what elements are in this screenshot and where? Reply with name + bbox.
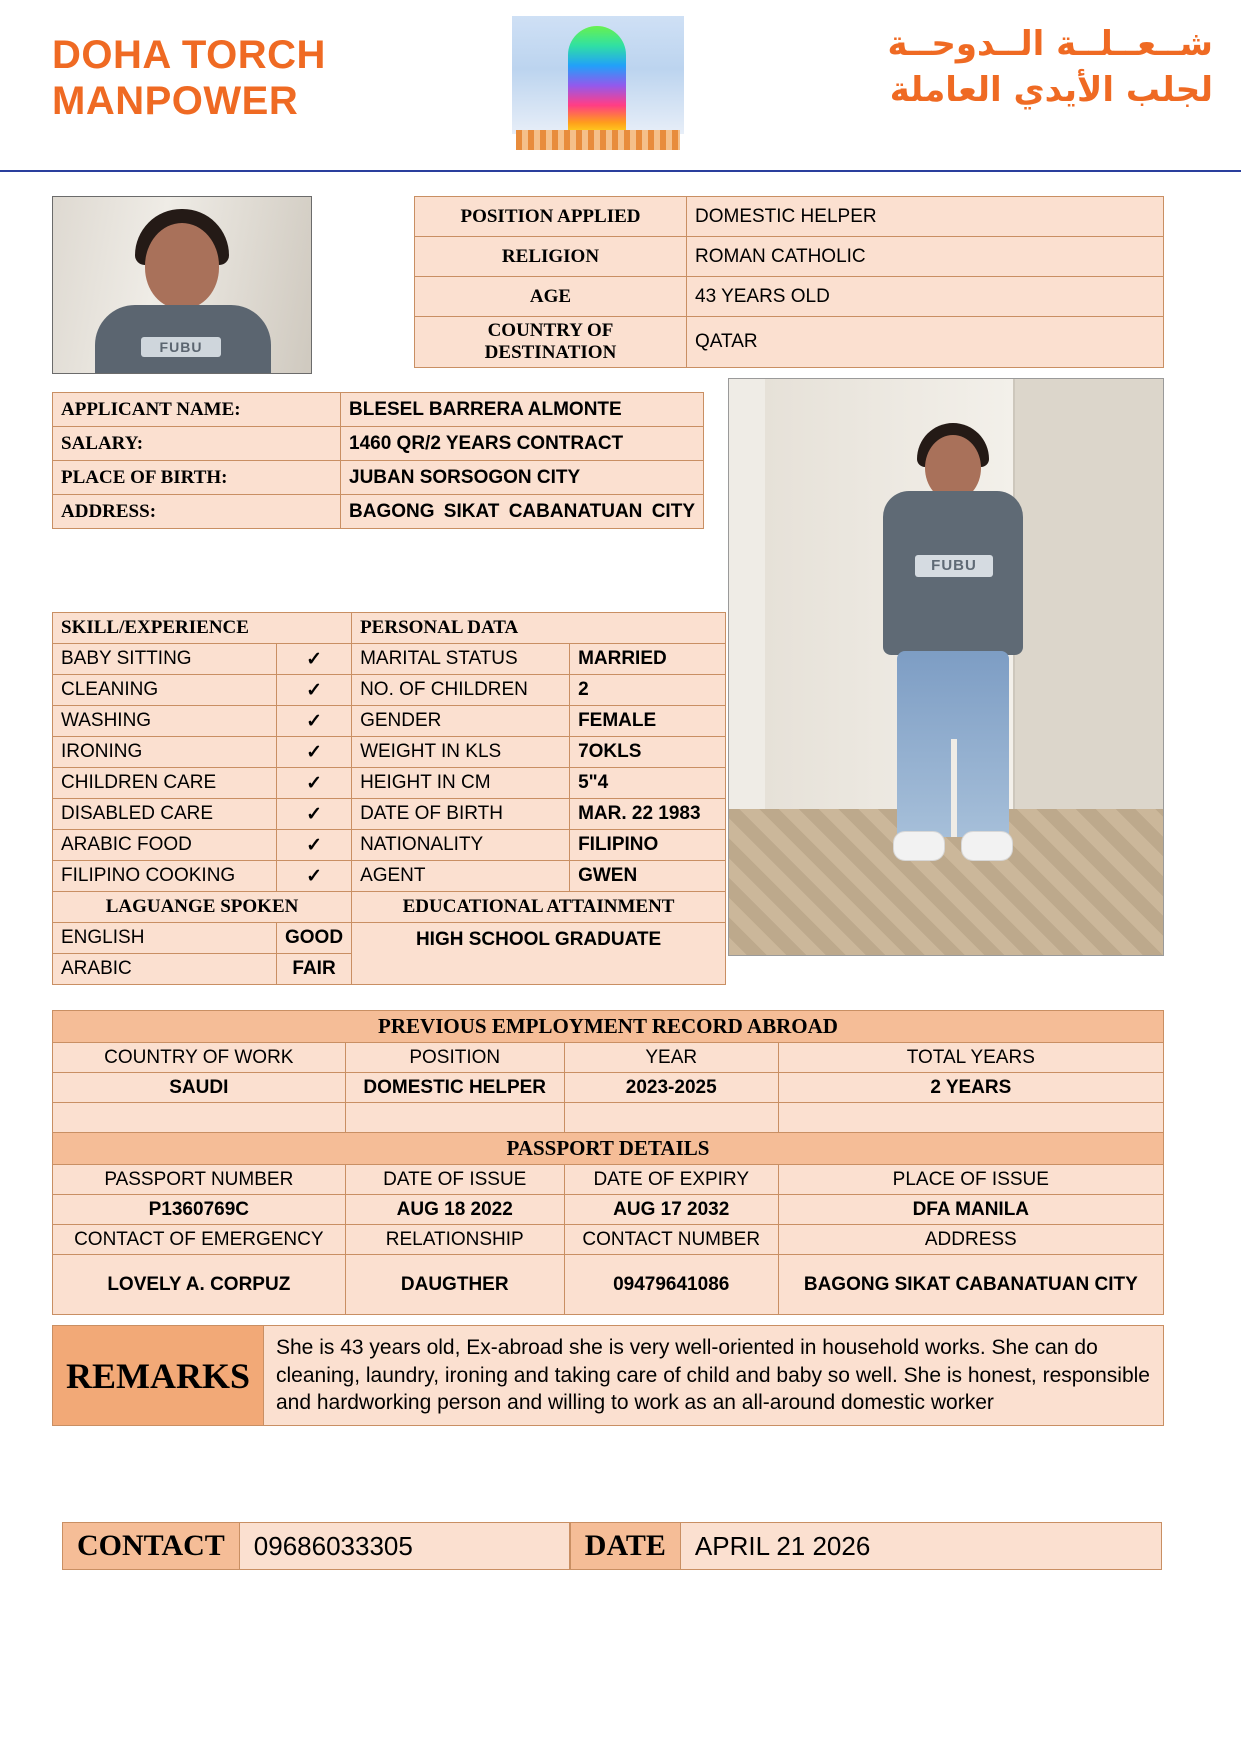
remarks-section xyxy=(52,1325,1164,1426)
table-row xyxy=(53,644,726,675)
skills-personal-section xyxy=(52,612,726,985)
religion-value: ROMAN CATHOLIC xyxy=(687,237,1164,277)
fullbody-left-shoe xyxy=(893,831,945,861)
educational-attainment-header: EDUCATIONAL ATTAINMENT xyxy=(352,892,726,923)
personal-label: MARITAL STATUS xyxy=(352,644,570,675)
footer-section xyxy=(62,1522,1162,1570)
fullbody-leg-gap xyxy=(951,739,957,837)
personal-label: GENDER xyxy=(352,706,570,737)
headshot-shirt-logo: FUBU xyxy=(141,337,221,357)
table-row xyxy=(53,799,726,830)
check-icon: ✓ xyxy=(277,675,352,706)
age-value: 43 YEARS OLD xyxy=(687,277,1164,317)
language-label: ARABIC xyxy=(53,954,277,985)
table-row xyxy=(53,830,726,861)
table-row xyxy=(53,1073,1164,1103)
personal-value: 7OKLS xyxy=(570,737,726,768)
table-row xyxy=(53,737,726,768)
skill-label: CLEANING xyxy=(53,675,277,706)
check-icon: ✓ xyxy=(277,799,352,830)
skill-label: WASHING xyxy=(53,706,277,737)
table-row xyxy=(53,861,726,892)
contact-value: 09686033305 xyxy=(240,1522,570,1570)
applicant-full-body-photo xyxy=(728,378,1164,956)
passport-column-header: DATE OF EXPIRY xyxy=(564,1165,778,1195)
passport-details-title: PASSPORT DETAILS xyxy=(53,1133,1164,1165)
personal-label: AGENT xyxy=(352,861,570,892)
company-name-arabic-line1: شــعــلــة الــدوحــة xyxy=(887,24,1213,64)
photo-wall-background xyxy=(1015,379,1164,809)
country-of-destination-value: QATAR xyxy=(687,317,1164,368)
remarks-text: She is 43 years old, Ex-abroad she is very well-oriented in household works. She can do cleaning, laundry, ironing and taking care of child and baby so well. She is honest, responsible and hardworking person and willing to work as an all-around domestic worker xyxy=(264,1325,1164,1426)
address-value: BAGONG SIKAT CABANATUAN CITY xyxy=(341,495,704,529)
table-row xyxy=(53,1225,1164,1255)
table-row xyxy=(53,675,726,706)
employment-year-empty xyxy=(564,1103,778,1133)
skill-label: BABY SITTING xyxy=(53,644,277,675)
personal-label: NATIONALITY xyxy=(352,830,570,861)
table-row xyxy=(53,768,726,799)
position-applied-value: DOMESTIC HELPER xyxy=(687,197,1164,237)
employment-column-header: TOTAL YEARS xyxy=(778,1043,1163,1073)
employment-position: DOMESTIC HELPER xyxy=(345,1073,564,1103)
passport-place-of-issue-value: DFA MANILA xyxy=(778,1195,1163,1225)
skills-personal-table xyxy=(52,612,726,985)
applicant-name-label: APPLICANT NAME: xyxy=(53,393,341,427)
language-level: GOOD xyxy=(277,923,352,954)
logo-skyline xyxy=(516,130,680,150)
personal-value: GWEN xyxy=(570,861,726,892)
company-name-line2: MANPOWER xyxy=(52,79,299,123)
document-header xyxy=(0,0,1241,172)
employment-country-empty xyxy=(53,1103,346,1133)
place-of-birth-value: JUBAN SORSOGON CITY xyxy=(341,461,704,495)
personal-label: HEIGHT IN CM xyxy=(352,768,570,799)
personal-data-header: PERSONAL DATA xyxy=(352,613,726,644)
skill-label: FILIPINO COOKING xyxy=(53,861,277,892)
salary-value: 1460 QR/2 YEARS CONTRACT xyxy=(341,427,704,461)
personal-value: MARRIED xyxy=(570,644,726,675)
table-row xyxy=(53,461,704,495)
emergency-column-header: CONTACT OF EMERGENCY xyxy=(53,1225,346,1255)
check-icon: ✓ xyxy=(277,737,352,768)
personal-label: NO. OF CHILDREN xyxy=(352,675,570,706)
table-row xyxy=(53,393,704,427)
employment-country: SAUDI xyxy=(53,1073,346,1103)
torch-tower-icon xyxy=(568,26,626,136)
date-label: DATE xyxy=(570,1522,681,1570)
table-row xyxy=(53,923,726,954)
table-row xyxy=(53,1195,1164,1225)
employment-total-years-empty xyxy=(778,1103,1163,1133)
emergency-address: BAGONG SIKAT CABANATUAN CITY xyxy=(778,1255,1163,1315)
table-row xyxy=(53,1255,1164,1315)
personal-value: 5"4 xyxy=(570,768,726,799)
table-row xyxy=(53,706,726,737)
company-name-arabic xyxy=(743,22,1213,114)
table-row xyxy=(415,317,1164,368)
religion-label: RELIGION xyxy=(415,237,687,277)
address-label: ADDRESS: xyxy=(53,495,341,529)
skill-label: DISABLED CARE xyxy=(53,799,277,830)
company-name-line1: DOHA TORCH xyxy=(52,33,326,77)
personal-label: WEIGHT IN KLS xyxy=(352,737,570,768)
date-value: APRIL 21 2026 xyxy=(681,1522,1162,1570)
passport-column-header: PLACE OF ISSUE xyxy=(778,1165,1163,1195)
table-row xyxy=(53,1165,1164,1195)
age-label: AGE xyxy=(415,277,687,317)
check-icon: ✓ xyxy=(277,706,352,737)
place-of-birth-label: PLACE OF BIRTH: xyxy=(53,461,341,495)
educational-attainment-value: HIGH SCHOOL GRADUATE xyxy=(352,923,726,985)
table-row xyxy=(53,1103,1164,1133)
position-applied-label: POSITION APPLIED xyxy=(415,197,687,237)
employment-passport-table xyxy=(52,1010,1164,1315)
employment-column-header: COUNTRY OF WORK xyxy=(53,1043,346,1073)
passport-date-of-expiry-value: AUG 17 2032 xyxy=(564,1195,778,1225)
table-row xyxy=(53,892,726,923)
table-row xyxy=(53,495,704,529)
company-name xyxy=(52,32,452,124)
applicant-headshot xyxy=(52,196,312,374)
employment-record-title: PREVIOUS EMPLOYMENT RECORD ABROAD xyxy=(53,1011,1164,1043)
check-icon: ✓ xyxy=(277,830,352,861)
personal-value: FEMALE xyxy=(570,706,726,737)
passport-date-of-issue-value: AUG 18 2022 xyxy=(345,1195,564,1225)
country-of-destination-label: COUNTRY OF DESTINATION xyxy=(415,317,687,368)
table-row xyxy=(415,197,1164,237)
remarks-label: REMARKS xyxy=(52,1325,264,1426)
applicant-details-table xyxy=(52,392,704,529)
check-icon: ✓ xyxy=(277,644,352,675)
passport-column-header: DATE OF ISSUE xyxy=(345,1165,564,1195)
personal-label: DATE OF BIRTH xyxy=(352,799,570,830)
table-row xyxy=(415,277,1164,317)
emergency-relationship: DAUGTHER xyxy=(345,1255,564,1315)
skill-label: IRONING xyxy=(53,737,277,768)
emergency-column-header: RELATIONSHIP xyxy=(345,1225,564,1255)
headshot-face xyxy=(145,223,219,309)
language-label: ENGLISH xyxy=(53,923,277,954)
fullbody-right-shoe xyxy=(961,831,1013,861)
check-icon: ✓ xyxy=(277,861,352,892)
fullbody-shirt-logo: FUBU xyxy=(915,555,993,577)
passport-number-value: P1360769C xyxy=(53,1195,346,1225)
employment-total-years: 2 YEARS xyxy=(778,1073,1163,1103)
salary-label: SALARY: xyxy=(53,427,341,461)
emergency-column-header: CONTACT NUMBER xyxy=(564,1225,778,1255)
table-row xyxy=(53,1011,1164,1043)
table-row xyxy=(53,427,704,461)
employment-column-header: POSITION xyxy=(345,1043,564,1073)
table-row xyxy=(53,613,726,644)
personal-value: FILIPINO xyxy=(570,830,726,861)
table-row xyxy=(53,1133,1164,1165)
applicant-name-value: BLESEL BARRERA ALMONTE xyxy=(341,393,704,427)
employment-column-header: YEAR xyxy=(564,1043,778,1073)
emergency-column-header: ADDRESS xyxy=(778,1225,1163,1255)
skill-label: CHILDREN CARE xyxy=(53,768,277,799)
table-row xyxy=(415,237,1164,277)
company-name-arabic-line2: لجلب الأيدي العاملة xyxy=(889,69,1213,110)
check-icon: ✓ xyxy=(277,768,352,799)
emergency-contact-name: LOVELY A. CORPUZ xyxy=(53,1255,346,1315)
language-level: FAIR xyxy=(277,954,352,985)
language-spoken-header: LAGUANGE SPOKEN xyxy=(53,892,352,923)
personal-value: MAR. 22 1983 xyxy=(570,799,726,830)
emergency-contact-number: 09479641086 xyxy=(564,1255,778,1315)
contact-label: CONTACT xyxy=(62,1522,240,1570)
employment-year: 2023-2025 xyxy=(564,1073,778,1103)
employment-position-empty xyxy=(345,1103,564,1133)
table-row xyxy=(53,1043,1164,1073)
position-table xyxy=(414,196,1164,368)
skill-label: ARABIC FOOD xyxy=(53,830,277,861)
personal-value: 2 xyxy=(570,675,726,706)
doha-torch-logo xyxy=(502,8,694,158)
passport-column-header: PASSPORT NUMBER xyxy=(53,1165,346,1195)
skill-experience-header: SKILL/EXPERIENCE xyxy=(53,613,352,644)
